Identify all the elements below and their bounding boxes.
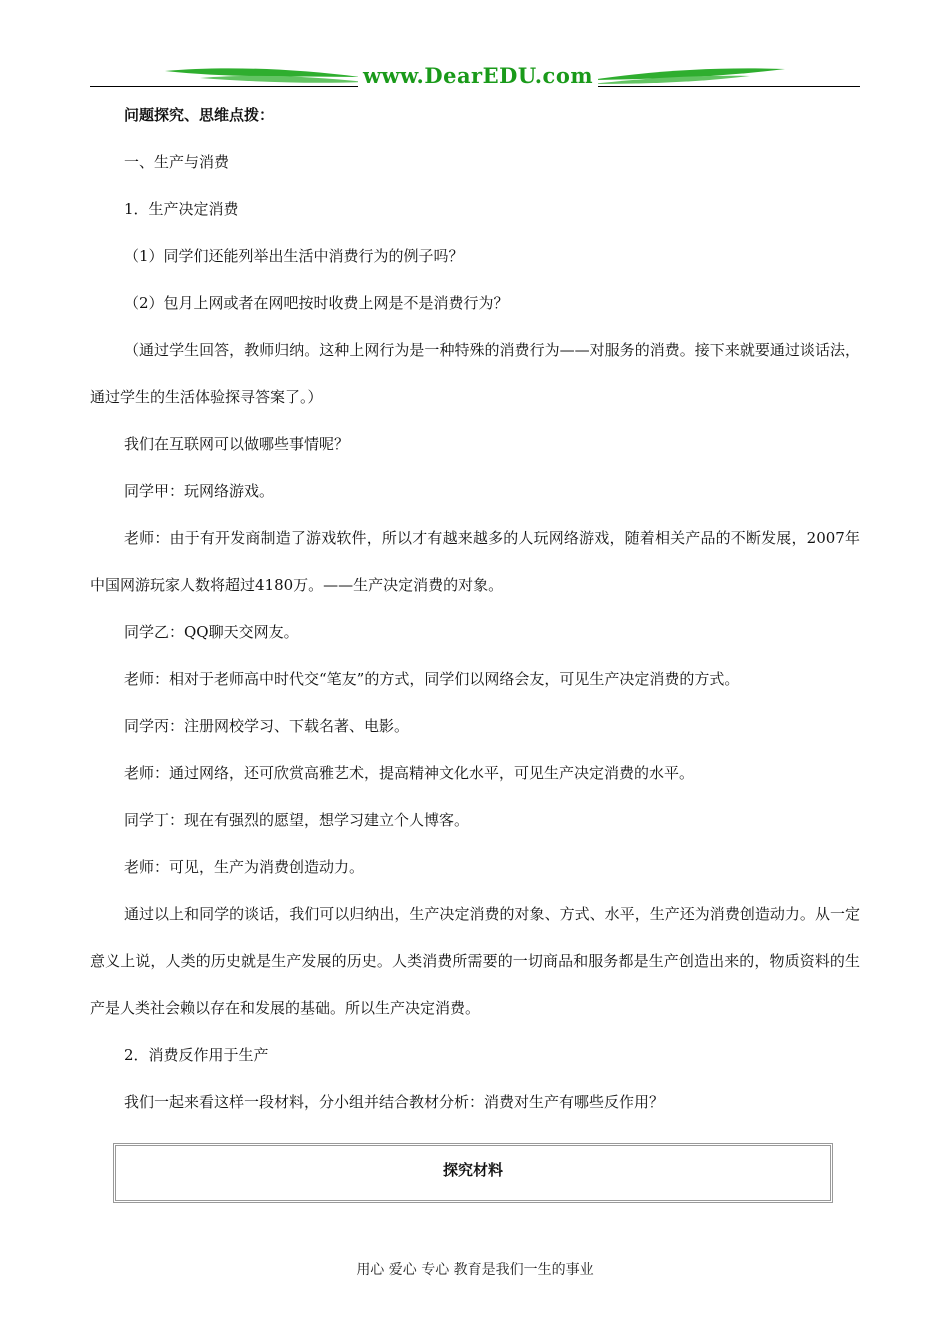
teacher-a: 老师：由于有开发商制造了游戏软件，所以才有越来越多的人玩网络游戏，随着相关产品的不断发展，2007年中国网游玩家人数将超过4180万。——生产决定消费的对象。 <box>90 529 860 594</box>
section-title: 一、生产与消费 <box>124 153 230 171</box>
teacher-note: （通过学生回答，教师归纳。这种上网行为是一种特殊的消费行为——对服务的消费。接下来就要通过谈话法，通过学生的生活体验探寻答案了。） <box>90 341 860 406</box>
teacher-d: 老师：可见，生产为消费创造动力。 <box>124 858 365 876</box>
subsection-title: 1．生产决定消费 <box>124 200 239 218</box>
task-paragraph: 我们一起来看这样一段材料，分小组并结合教材分析：消费对生产有哪些反作用？ <box>124 1093 665 1111</box>
footer-slogan: 用心 爱心 专心 教育是我们一生的事业 <box>356 1262 594 1278</box>
student-d: 同学丁：现在有强烈的愿望，想学习建立个人博客。 <box>124 811 470 829</box>
summary-paragraph: 通过以上和同学的谈话，我们可以归纳出，生产决定消费的对象、方式、水平，生产还为消费创造动力。从一定意义上说，人类的历史就是生产发展的历史。人类消费所需要的一切商品和服务都是生产创造出来的，物质资料的生产是人类社会赖以存在和发展的基础。所以生产决定消费。 <box>90 905 860 1017</box>
question-2: （2）包月上网或者在网吧按时收费上网是不是消费行为？ <box>124 294 509 312</box>
student-c: 同学丙：注册网校学习、下载名著、电影。 <box>124 717 410 735</box>
student-a: 同学甲：玩网络游戏。 <box>124 482 275 500</box>
site-logo <box>160 60 790 94</box>
question-1: （1）同学们还能列举出生活中消费行为的例子吗？ <box>124 247 464 265</box>
teacher-b: 老师：相对于老师高中时代交“笔友”的方式，同学们以网络会友，可见生产决定消费的方式。 <box>124 670 740 688</box>
material-title: 探究材料 <box>442 1161 503 1179</box>
prompt-question: 我们在互联网可以做哪些事情呢？ <box>124 435 350 453</box>
teacher-c: 老师：通过网络，还可欣赏高雅艺术，提高精神文化水平，可见生产决定消费的水平。 <box>124 764 695 782</box>
logo-text: www.DearEDU.com <box>358 63 598 89</box>
heading: 问题探究、思维点拨： <box>124 106 275 124</box>
material-box <box>113 1143 833 1203</box>
student-b: 同学乙：QQ聊天交网友。 <box>124 623 299 641</box>
subsection-title-2: 2．消费反作用于生产 <box>124 1046 269 1064</box>
